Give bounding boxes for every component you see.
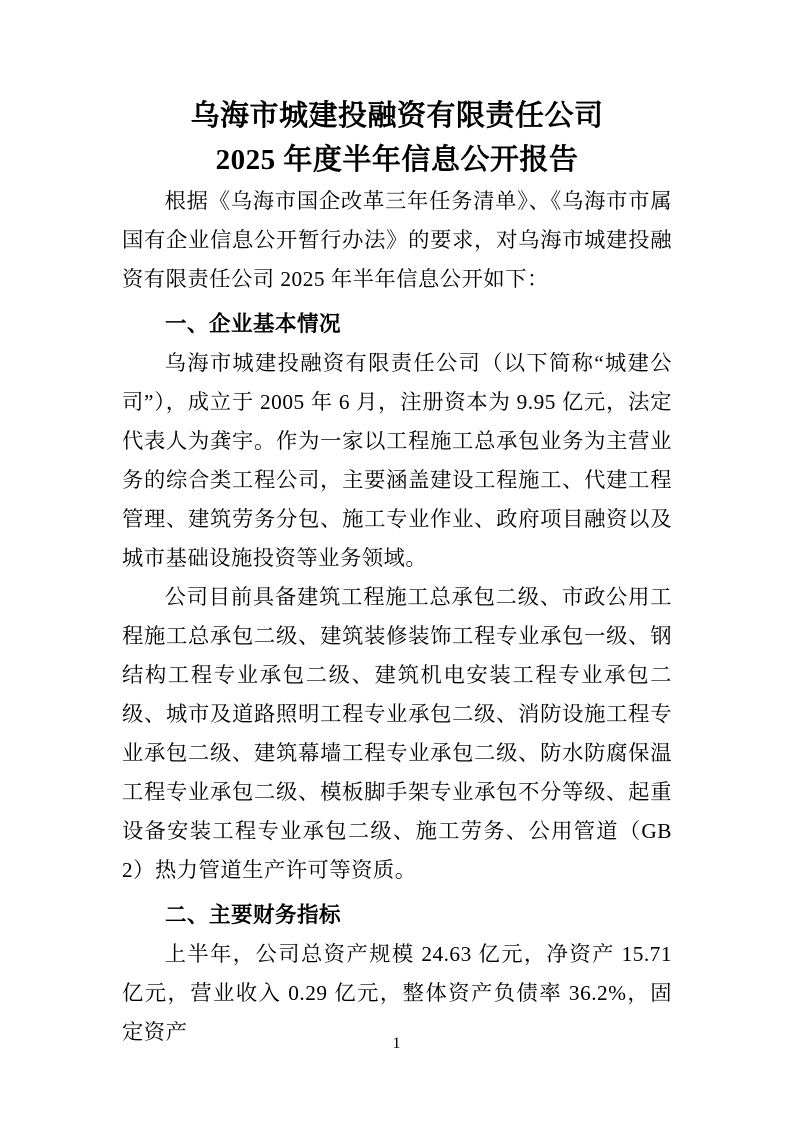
page-number: 1 (392, 1035, 401, 1052)
document-content (122, 94, 672, 1052)
intro-paragraph: 根据《乌海市国企改革三年任务清单》、《乌海市市属国有企业信息公开暂行办法》的要求，对乌海市城建投融资有限责任公司 2025 年半年信息公开如下： (122, 189, 672, 291)
section-1-heading: 一、企业基本情况 (165, 312, 342, 336)
section-2-heading: 二、主要财务指标 (165, 903, 342, 927)
document-title (122, 94, 672, 182)
title-line-2: 2025 年度半年信息公开报告 (215, 144, 579, 176)
section-2-paragraph-1: 上半年，公司总资产规模 24.63 亿元，净资产 15.71 亿元，营业收入 0.29 亿元，整体资产负债率 36.2%，固定资产 (122, 942, 672, 1044)
section-1-paragraph-1: 乌海市城建投融资有限责任公司（以下简称“城建公司”），成立于 2005 年 6 月，注册资本为 9.95 亿元，法定代表人为龚宇。作为一家以工程施工总承包业务为主营业务的综合类工程公司，主要涵盖建设工程施工、代建工程管理、建筑劳务分包、施工专业作业、政府项目融资以及城市基础设施投资等业务领域。 (122, 351, 672, 570)
section-1-paragraph-2: 公司目前具备建筑工程施工总承包二级、市政公用工程施工总承包二级、建筑装修装饰工程专业承包一级、钢结构工程专业承包二级、建筑机电安装工程专业承包二级、城市及道路照明工程专业承包二级、消防设施工程专业承包二级、建筑幕墙工程专业承包二级、防水防腐保温工程专业承包二级、模板脚手架专业承包不分等级、起重设备安装工程专业承包二级、施工劳务、公用管道（GB2）热力管道生产许可等资质。 (122, 585, 672, 882)
title-line-1: 乌海市城建投融资有限责任公司 (190, 100, 604, 132)
